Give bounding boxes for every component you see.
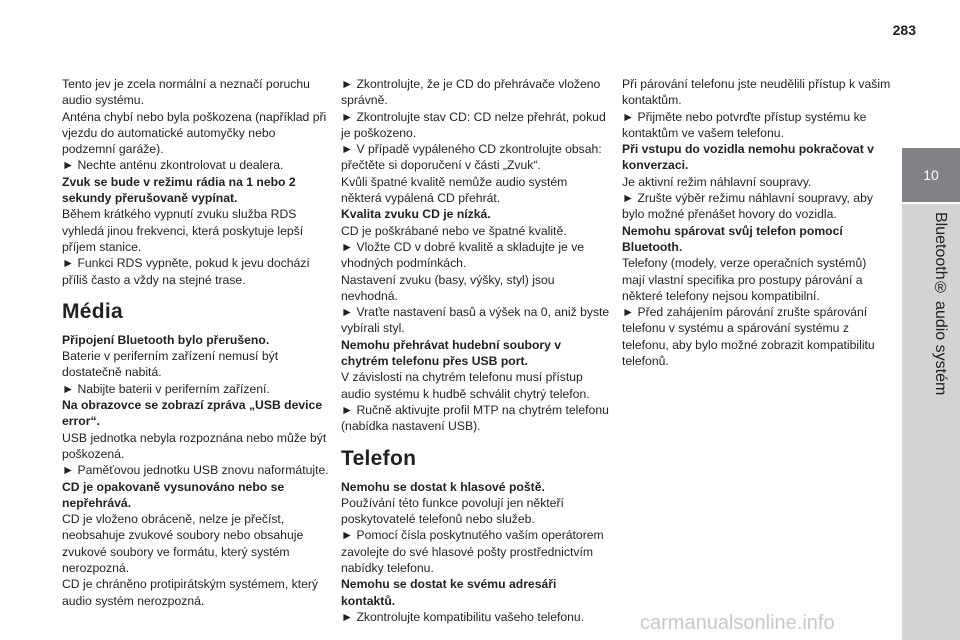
question-heading: CD je opakovaně vysunováno nebo se nepřehrává. (62, 479, 285, 510)
paragraph: ► V případě vypáleného CD zkontrolujte obsah: přečtěte si doporučení v části „Zvuk“. (341, 142, 602, 173)
paragraph: CD je poškrábané nebo ve špatné kvalitě. (341, 223, 567, 238)
watermark: carmanualsonline.info (640, 612, 835, 634)
paragraph: Tento jev je zcela normální a neznačí poruchu audio systému. (62, 77, 310, 108)
paragraph: ► Zrušte výběr režimu náhlavní soupravy, aby bylo možné přenášet hovory do vozidla. (622, 191, 873, 222)
column-2-paragraphs (341, 76, 611, 435)
paragraph: Anténa chybí nebo byla poškozena (například při vjezdu do automatické automyčky nebo podzemní garáže). (62, 109, 327, 157)
paragraph: V závislosti na chytrém telefonu musí přístup audio systému k hudbě schválit chytrý telefon. (341, 370, 590, 401)
column-3 (622, 76, 892, 369)
paragraph: CD je vloženo obráceně, nelze je přečíst, neobsahuje zvukové soubory nebo obsahuje zvukové soubory ve formátu, který systém nerozpozná. (62, 512, 304, 576)
paragraph: CD je chráněno protipirátským systémem, který audio systém nerozpozná. (62, 577, 319, 608)
column-2 (341, 76, 611, 625)
chapter-number-tab: 10 (902, 148, 960, 202)
paragraph: ► Zkontrolujte, že je CD do přehrávače vloženo správně. (341, 77, 601, 108)
question-heading: Nemohu se dostat k hlasové poště. (341, 479, 545, 494)
paragraph: ► Ručně aktivujte profil MTP na chytrém telefonu (nabídka nastavení USB). (341, 402, 609, 434)
paragraph: Při párování telefonu jste neudělili přístup k vašim kontaktům. (622, 77, 891, 108)
question-heading: Zvuk se bude v režimu rádia na 1 nebo 2 sekundy přerušovaně vypínat. (62, 174, 296, 206)
paragraph: ► Zkontrolujte stav CD: CD nelze přehrát, pokud je poškozeno. (341, 109, 606, 140)
paragraph: USB jednotka nebyla rozpoznána nebo může být poškozená. (62, 430, 327, 461)
section-heading-media: Média (62, 299, 124, 323)
question-heading: Nemohu se dostat ke svému adresáři kontaktů. (341, 577, 557, 608)
paragraph: ► Nabijte baterii v periferním zařízení. (62, 381, 270, 396)
question-heading: Nemohu spárovat svůj telefon pomocí Bluetooth. (622, 223, 843, 254)
paragraph: ► Přijměte nebo potvrďte přístup systému ke kontaktům ve vašem telefonu. (622, 109, 867, 140)
section-heading-phone: Telefon (341, 446, 417, 470)
question-heading: Připojení Bluetooth bylo přerušeno. (62, 332, 270, 347)
column-1-paragraphs (62, 76, 332, 288)
paragraph: ► Zkontrolujte kompatibilitu vašeho telefonu. (341, 609, 585, 624)
paragraph: ► Pomocí čísla poskytnutého vaším operátorem zavolejte do své hlasové pošty prostřednictvím nabídky telefonu. (341, 528, 604, 576)
paragraph: ► Vraťte nastavení basů a výšek na 0, aniž byste vybírali styl. (341, 305, 610, 336)
paragraph: Baterie v periferním zařízení nemusí být dostatečně nabitá. (62, 349, 279, 380)
chapter-title: Bluetooth® audio systém (932, 212, 949, 396)
paragraph: ► Funkci RDS vypněte, pokud k jevu dochází příliš často a vždy na stejné trase. (62, 256, 310, 287)
paragraph: Během krátkého vypnutí zvuku služba RDS vyhledá jinou frekvenci, která poskytuje lepší příjem stanice. (62, 207, 304, 254)
paragraph: ► Vložte CD v dobré kvalitě a skladujte je ve vhodných podmínkách. (341, 239, 585, 271)
column-3-paragraphs (622, 76, 892, 369)
question-heading: Nemohu přehrávat hudební soubory v chytrém telefonu přes USB port. (341, 337, 562, 369)
paragraph: Kvůli špatné kvalitě nemůže audio systém některá vypálená CD přehrát. (341, 174, 568, 206)
column-2-phone-paragraphs (341, 479, 611, 626)
paragraph: Je aktivní režim náhlavní soupravy. (622, 174, 812, 189)
paragraph: Používání této funkce povolují jen někteří poskytovatelé telefonů nebo služeb. (341, 495, 564, 527)
paragraph: Telefony (modely, verze operačních systémů) mají vlastní specifika pro postupy párování a některé telefony nejsou kompatibilní. (622, 256, 867, 303)
question-heading: Na obrazovce se zobrazí zpráva „USB device error“. (62, 398, 323, 429)
question-heading: Při vstupu do vozidla nemohu pokračovat v konverzaci. (622, 142, 874, 173)
column-1-media-paragraphs (62, 332, 332, 609)
question-heading: Kvalita zvuku CD je nízká. (341, 207, 491, 222)
column-1 (62, 76, 332, 609)
paragraph: ► Nechte anténu zkontrolovat u dealera. (62, 158, 284, 173)
page-number: 283 (892, 22, 916, 38)
paragraph: ► Paměťovou jednotku USB znovu naformátujte. (62, 463, 329, 478)
paragraph: Nastavení zvuku (basy, výšky, styl) jsou nevhodná. (341, 272, 555, 303)
paragraph: ► Před zahájením párování zrušte spárování telefonu v systému a spárování systému z telefonu, aby bylo možné zobrazit kompatibilitu telefonů. (622, 305, 875, 369)
